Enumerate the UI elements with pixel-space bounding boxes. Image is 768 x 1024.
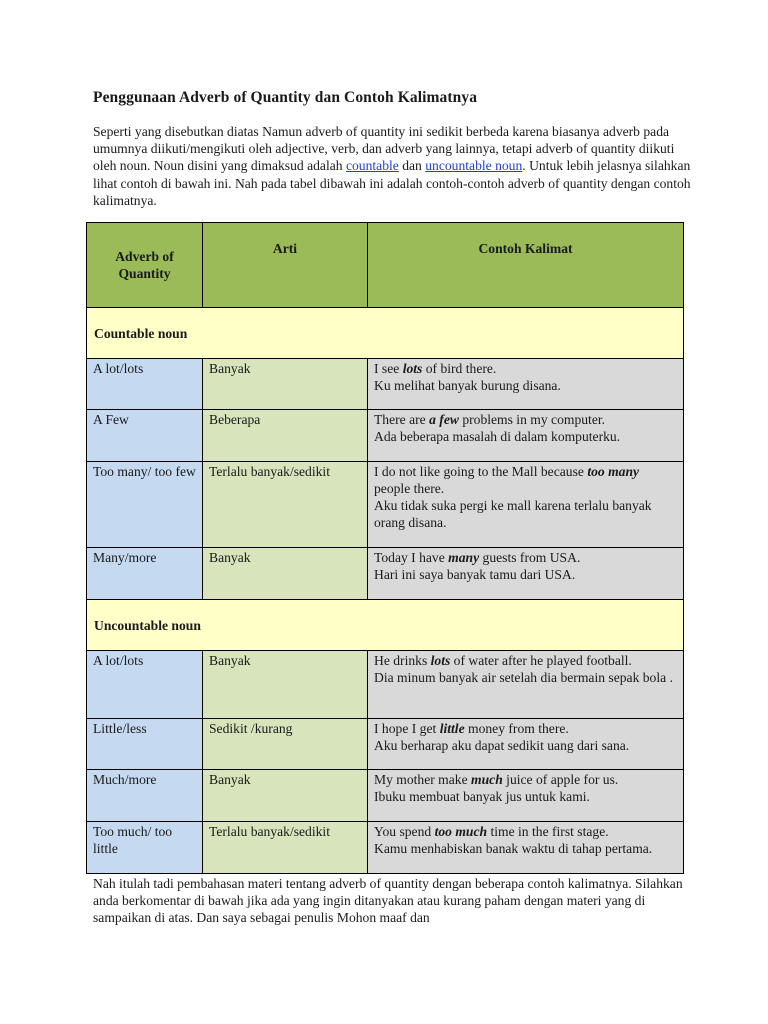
example-sentence [374, 652, 677, 669]
adverb-cell: A lot/lots [87, 359, 203, 410]
example-keyword: lots [430, 653, 451, 668]
example-keyword: much [471, 772, 503, 787]
example-sentence [374, 360, 677, 377]
example-text-after: time in the first stage. [487, 824, 609, 839]
example-sentence [374, 411, 677, 428]
example-text-after: of bird there. [422, 361, 497, 376]
example-keyword: many [448, 550, 480, 565]
example-cell [368, 548, 684, 600]
arti-cell: Terlalu banyak/sedikit [203, 462, 368, 548]
table-row [87, 410, 684, 462]
intro-text-2: dan [398, 158, 426, 174]
example-sentence [374, 549, 677, 566]
example-sentence [374, 771, 677, 788]
table-row [87, 462, 684, 548]
arti-cell: Banyak [203, 770, 368, 822]
header-adverb: Adverb of Quantity [87, 223, 203, 308]
intro-paragraph [93, 123, 693, 209]
example-text-after: of water after he played football. [450, 653, 632, 668]
section-label: Uncountable noun [87, 600, 684, 651]
example-cell [368, 359, 684, 410]
example-text-before: Today I have [374, 550, 449, 565]
example-cell [368, 651, 684, 719]
uncountable-noun-link[interactable]: uncountable noun [425, 158, 523, 174]
example-text-before: You spend [374, 824, 435, 839]
example-text-after: problems in my computer. [458, 412, 606, 427]
example-text-before: My mother make [374, 772, 472, 787]
intro-text-3: . Untuk lebih jelasnya silahkan lihat contoh di bawah ini. Nah pada tabel dibawah ini adalah contoh-contoh adverb of quantity dengan contoh kalimatnya. [93, 158, 691, 208]
example-text-before: He drinks [374, 653, 431, 668]
arti-cell: Banyak [203, 548, 368, 600]
example-translation: Ibuku membuat banyak jus untuk kami. [374, 789, 590, 804]
header-contoh: Contoh Kalimat [368, 223, 684, 308]
adverb-cell: A lot/lots [87, 651, 203, 719]
example-text-before: I hope I get [374, 721, 440, 736]
example-translation: Kamu menhabiskan banak waktu di tahap pertama. [374, 841, 653, 856]
example-keyword: a few [429, 412, 459, 427]
table-header-row [87, 223, 684, 308]
example-translation: Ada beberapa masalah di dalam komputerku. [374, 429, 621, 444]
example-text-before: I see [374, 361, 403, 376]
example-translation: Aku tidak suka pergi ke mall karena terlalu banyak orang disana. [374, 498, 652, 530]
example-cell [368, 770, 684, 822]
document-title: Penggunaan Adverb of Quantity dan Contoh Kalimatnya [93, 89, 478, 106]
example-text-after: people there. [374, 481, 445, 496]
header-arti: Arti [203, 223, 368, 308]
arti-cell: Sedikit /kurang [203, 719, 368, 770]
adverb-cell: Little/less [87, 719, 203, 770]
section-row [87, 308, 684, 359]
example-text-after: money from there. [464, 721, 569, 736]
table-row [87, 548, 684, 600]
table-row [87, 770, 684, 822]
example-keyword: too much [434, 824, 488, 839]
example-text-after: juice of apple for us. [502, 772, 619, 787]
arti-cell: Banyak [203, 651, 368, 719]
table-row [87, 719, 684, 770]
example-keyword: lots [402, 361, 423, 376]
section-label: Countable noun [87, 308, 684, 359]
table-row [87, 359, 684, 410]
example-translation: Aku berharap aku dapat sedikit uang dari sana. [374, 738, 630, 753]
adverb-cell: Too many/ too few [87, 462, 203, 548]
example-cell [368, 462, 684, 548]
intro-text-1: Seperti yang disebutkan diatas Namun adverb of quantity ini sedikit berbeda karena biasanya adverb pada umumnya diikuti/mengikuti oleh adjective, verb, dan adverb yang lainnya, tetapi adverb of quantity diikuti oleh noun. Noun disini yang dimaksud adalah [93, 124, 675, 174]
example-translation: Dia minum banyak air setelah dia bermain sepak bola . [374, 670, 673, 685]
table-body [87, 308, 684, 874]
section-row [87, 600, 684, 651]
example-sentence [374, 823, 677, 840]
example-text-after: guests from USA. [479, 550, 581, 565]
adverb-cell: Too much/ too little [87, 822, 203, 874]
outro-paragraph: Nah itulah tadi pembahasan materi tentang adverb of quantity dengan beberapa contoh kalimatnya. Silahkan anda berkomentar di bawah jika ada yang ingin ditanyakan atau kurang paham dengan materi yang di sampaikan di atas. Dan saya sebagai penulis Mohon maaf dan [93, 876, 683, 926]
example-cell [368, 410, 684, 462]
example-cell [368, 719, 684, 770]
adverb-cell: Many/more [87, 548, 203, 600]
example-translation: Hari ini saya banyak tamu dari USA. [374, 567, 576, 582]
table-row [87, 822, 684, 874]
arti-cell: Banyak [203, 359, 368, 410]
adverb-cell: Much/more [87, 770, 203, 822]
example-text-before: There are [374, 412, 430, 427]
adverb-table [86, 222, 684, 874]
example-cell [368, 822, 684, 874]
example-text-before: I do not like going to the Mall because [374, 464, 588, 479]
example-keyword: too many [587, 464, 640, 479]
example-translation: Ku melihat banyak burung disana. [374, 378, 561, 393]
example-sentence [374, 720, 677, 737]
example-keyword: little [439, 721, 465, 736]
adverb-cell: A Few [87, 410, 203, 462]
countable-link[interactable]: countable [345, 158, 399, 174]
arti-cell: Beberapa [203, 410, 368, 462]
table-row [87, 651, 684, 719]
arti-cell: Terlalu banyak/sedikit [203, 822, 368, 874]
example-sentence [374, 463, 677, 497]
